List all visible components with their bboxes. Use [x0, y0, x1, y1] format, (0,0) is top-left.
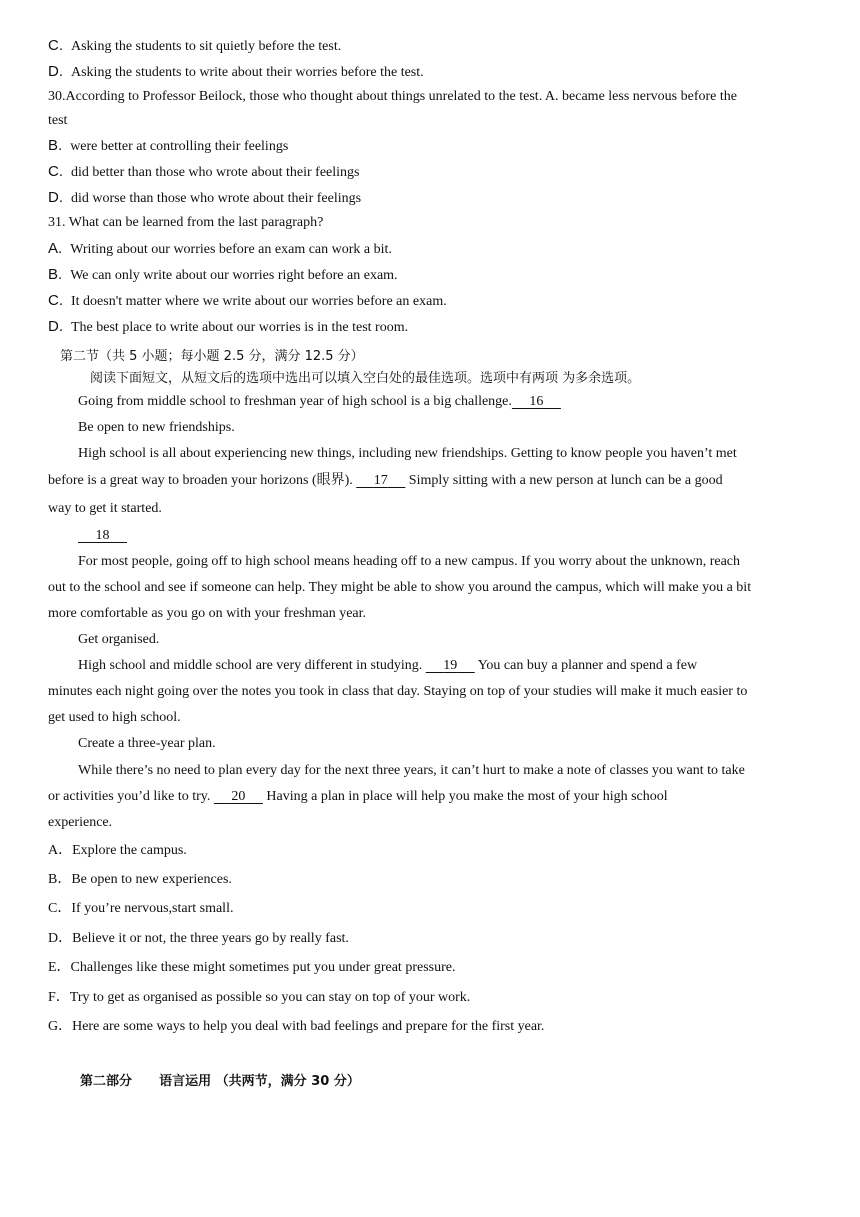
subheading-plan: Create a three-year plan. — [78, 736, 216, 751]
section-heading: 第二节（共 5 小题；每小题 2.5 分，满分 12.5 分） — [60, 349, 364, 364]
blank-number: 16 — [529, 394, 544, 409]
choice-d: D．Believe it or not, the three years go by really fast. — [48, 931, 349, 946]
blank-20 — [214, 789, 263, 804]
q31-option-b — [48, 265, 398, 286]
option-letter: C. — [48, 163, 63, 180]
option-text: did worse than those who wrote about their feelings — [71, 191, 362, 206]
option-letter: D. — [48, 318, 63, 335]
option-text: We can only write about our worries right before an exam. — [70, 268, 398, 283]
q30-stem-line2: test — [48, 113, 68, 128]
para-text: High school and middle school are very different in studying. — [78, 658, 426, 673]
subheading-friendships: Be open to new friendships. — [78, 420, 235, 435]
option-text: The best place to write about our worries is in the test room. — [71, 320, 409, 335]
blank-number: 19 — [443, 658, 458, 673]
para3-line2: minutes each night going over the notes you took in class that day. Staying on top of your studies will make it much easier to — [48, 684, 748, 699]
subheading-organised: Get organised. — [78, 632, 160, 647]
option-letter: C. — [48, 292, 63, 309]
option-letter: D. — [48, 189, 63, 206]
q30-option-d — [48, 188, 361, 209]
q31-option-a — [48, 239, 392, 260]
blank-16 — [512, 394, 561, 409]
para-text: Simply sitting with a new person at lunch can be a good — [405, 473, 723, 488]
option-text: Asking the students to write about their worries before the test. — [71, 65, 424, 80]
option-letter: B. — [48, 137, 63, 154]
choice-f: F．Try to get as organised as possible so you can stay on top of your work. — [48, 990, 471, 1005]
option-letter: D. — [48, 63, 63, 80]
passage-intro — [78, 392, 561, 412]
para3-line3: get used to high school. — [48, 710, 181, 725]
blank-17 — [356, 473, 405, 488]
blank-number: 20 — [231, 789, 246, 804]
q30-option-c — [48, 162, 359, 183]
para-text: You can buy a planner and spend a few — [474, 658, 698, 673]
choice-g: G．Here are some ways to help you deal with bad feelings and prepare for the first year. — [48, 1019, 545, 1034]
choice-b: B．Be open to new experiences. — [48, 872, 232, 887]
para1-line1: High school is all about experiencing new things, including new friendships. Getting to know people you haven’t met — [78, 446, 737, 461]
q31-stem: 31. What can be learned from the last paragraph? — [48, 215, 324, 230]
option-text: were better at controlling their feelings — [70, 139, 289, 154]
blank-18-line — [78, 526, 127, 546]
option-text: Asking the students to sit quietly before the test. — [71, 39, 342, 54]
para2-line3: more comfortable as you go on with your freshman year. — [48, 606, 367, 621]
para4-line2 — [48, 787, 668, 807]
q31-option-c — [48, 291, 447, 312]
q29-option-c — [48, 36, 341, 57]
intro-text: Going from middle school to freshman year of high school is a big challenge. — [78, 394, 512, 409]
q31-option-d — [48, 317, 408, 338]
q30-stem-line1: 30.According to Professor Beilock, those who thought about things unrelated to the test. A. became less nervous before the — [48, 89, 737, 104]
para4-line1: While there’s no need to plan every day for the next three years, it can’t hurt to make a note of classes you want to take — [78, 763, 745, 778]
option-letter: C. — [48, 37, 63, 54]
para-text: before is a great way to broaden your horizons (眼界). — [48, 473, 357, 488]
para1-line2 — [48, 471, 723, 491]
para-text: or activities you’d like to try. — [48, 789, 214, 804]
para4-line3: experience. — [48, 815, 113, 830]
option-text: did better than those who wrote about their feelings — [71, 165, 360, 180]
blank-18 — [78, 528, 127, 543]
choice-c: C．If you’re nervous,start small. — [48, 901, 234, 916]
option-letter: B. — [48, 266, 63, 283]
para2-line1: For most people, going off to high school means heading off to a new campus. If you worry about the unknown, reach — [78, 554, 741, 569]
q29-option-d — [48, 62, 424, 83]
para3-line1 — [78, 656, 697, 676]
choice-a: A．Explore the campus. — [48, 843, 187, 858]
option-text: It doesn't matter where we write about our worries before an exam. — [71, 294, 447, 309]
para1-line3: way to get it started. — [48, 501, 162, 516]
para2-line2: out to the school and see if someone can help. They might be able to show you around the campus, which will make you a bit — [48, 580, 752, 595]
option-text: Writing about our worries before an exam can work a bit. — [70, 242, 392, 257]
blank-19 — [426, 658, 475, 673]
blank-number: 17 — [373, 473, 388, 488]
option-letter: A. — [48, 240, 63, 257]
para-text: Having a plan in place will help you make the most of your high school — [262, 789, 668, 804]
choice-e: E．Challenges like these might sometimes put you under great pressure. — [48, 960, 456, 975]
blank-number: 18 — [95, 528, 110, 543]
part2-heading: 第二部分 语言运用 （共两节，满分 30 分） — [80, 1074, 360, 1089]
section-instruction: 阅读下面短文，从短文后的选项中选出可以填入空白处的最佳选项。选项中有两项 为多余选项。 — [90, 371, 641, 386]
q30-option-b — [48, 136, 288, 157]
